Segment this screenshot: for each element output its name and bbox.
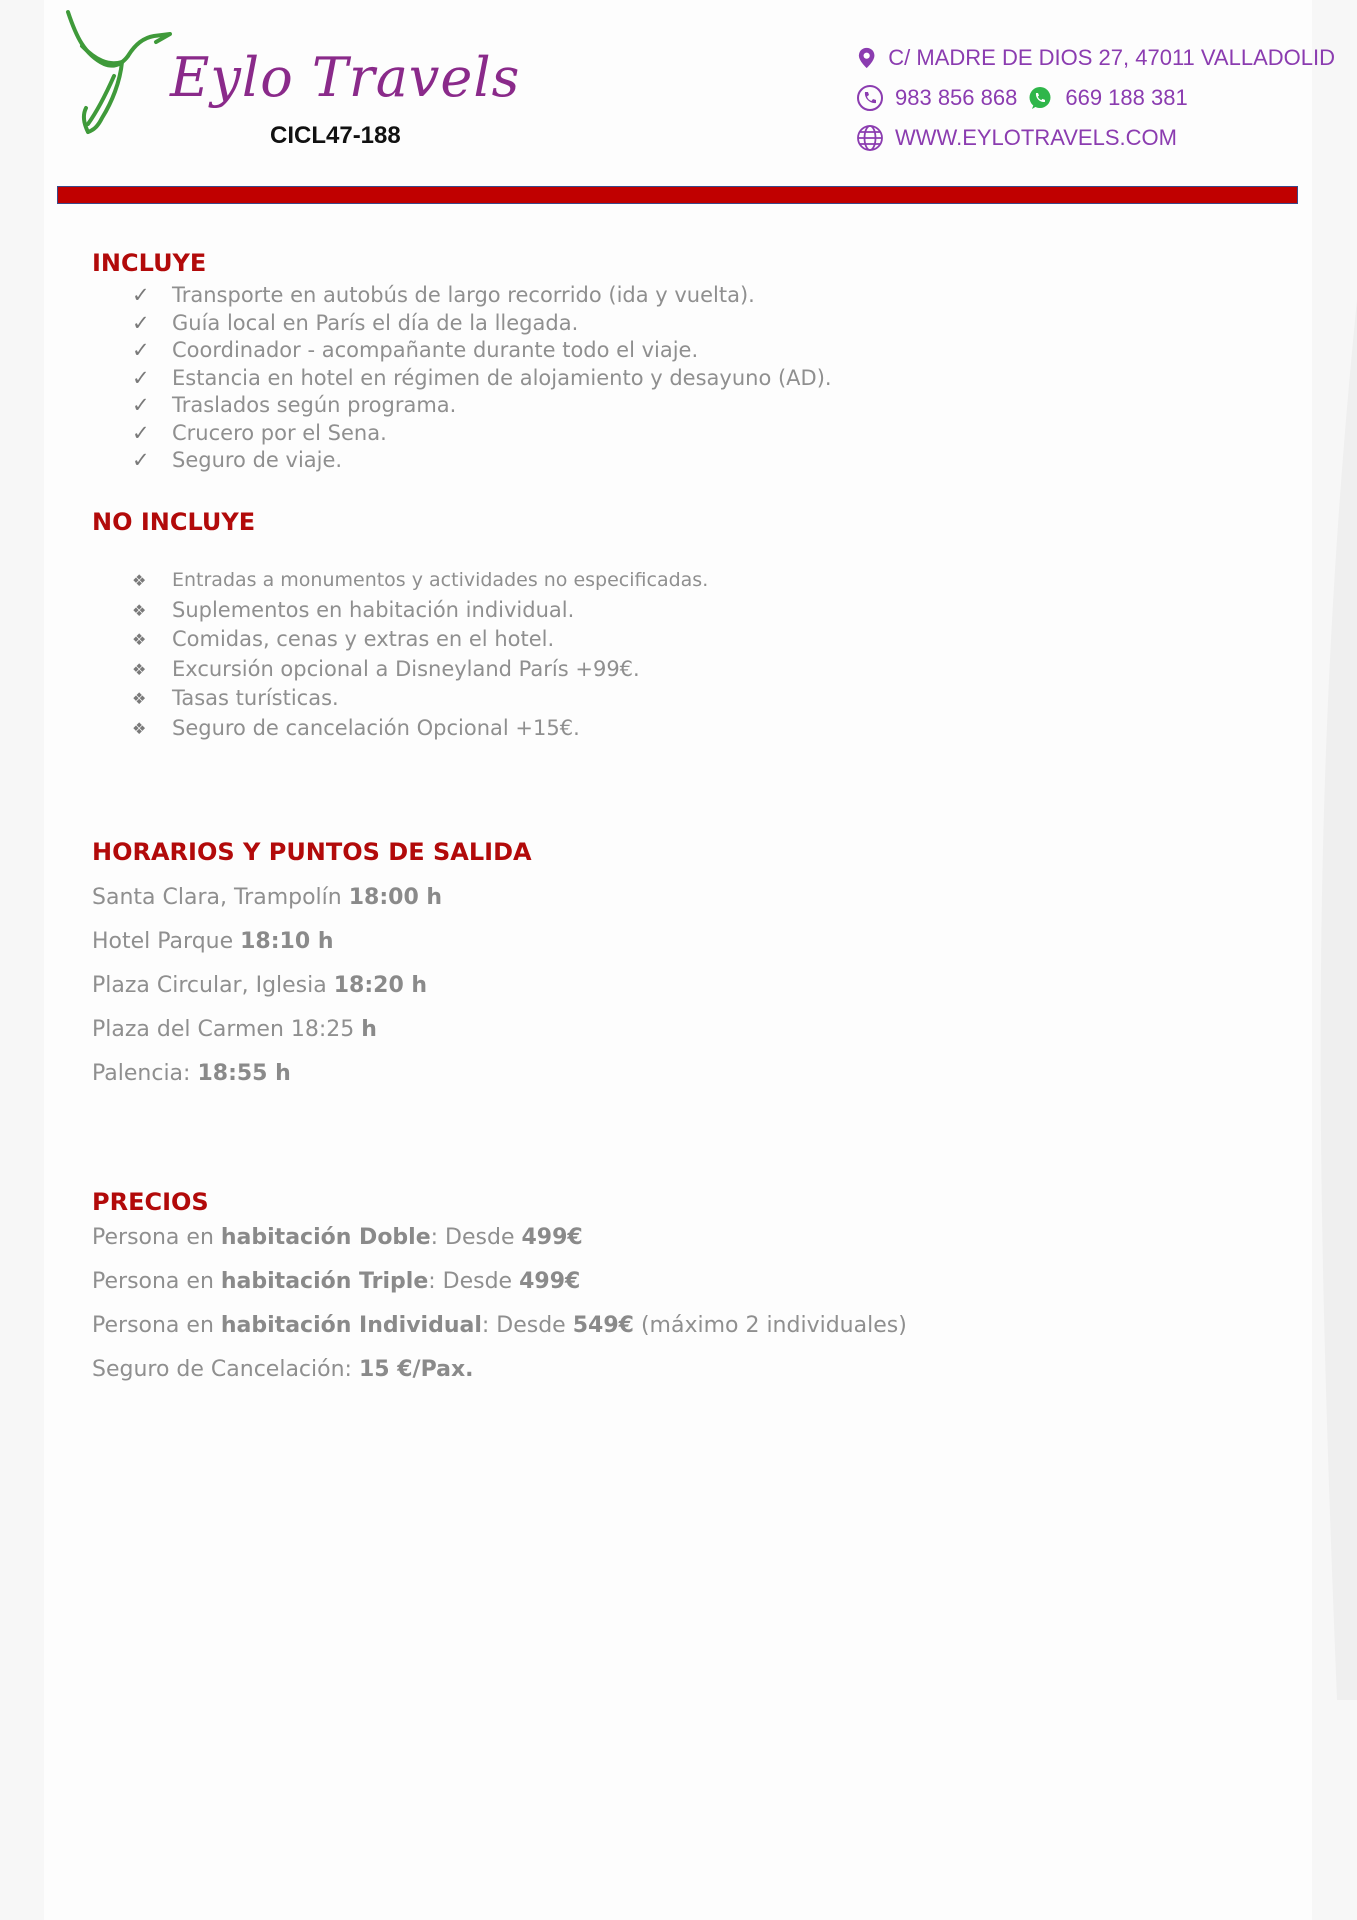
decorative-swoosh <box>1287 300 1357 1700</box>
globe-icon <box>855 123 885 153</box>
checkmark-icon: ✓ <box>132 310 150 335</box>
checkmark-icon: ✓ <box>132 365 150 390</box>
website-link[interactable]: WWW.EYLOTRAVELS.COM <box>895 125 1177 150</box>
address-text: C/ MADRE DE DIOS 27, 47011 VALLADOLID <box>888 45 1335 70</box>
list-item: ✓ Transporte en autobús de largo recorrido (ida y vuelta). <box>132 282 832 310</box>
departure-row: Hotel Parque 18:10 h <box>92 929 334 954</box>
list-item: ✓ Guía local en París el día de la llegada. <box>132 310 832 338</box>
diamond-bullet-icon: ❖ <box>132 659 147 679</box>
address-row <box>855 38 1335 78</box>
phone-number[interactable]: 983 856 868 <box>895 85 1018 110</box>
whatsapp-number[interactable]: 669 188 381 <box>1065 85 1188 110</box>
list-item: ❖ Excursión opcional a Disneyland París +99€. <box>132 655 708 685</box>
checkmark-icon: ✓ <box>132 448 150 472</box>
departure-row: Plaza Circular, Iglesia 18:20 h <box>92 973 428 998</box>
list-item: ❖ Suplementos en habitación individual. <box>132 596 708 626</box>
insurance-row: Seguro de Cancelación: 15 €/Pax. <box>92 1357 474 1382</box>
departure-row: Palencia: 18:55 h <box>92 1061 291 1086</box>
price-row: Persona en habitación Triple: Desde 499€ <box>92 1269 581 1294</box>
location-pin-icon <box>855 43 878 73</box>
whatsapp-icon <box>1027 85 1053 111</box>
departure-row: Plaza del Carmen 18:25 h <box>92 1017 377 1042</box>
list-item: ❖ Tasas turísticas. <box>132 684 708 714</box>
list-item: ✓ Crucero por el Sena. <box>132 420 832 448</box>
checkmark-icon: ✓ <box>132 338 150 362</box>
website-row <box>855 118 1335 158</box>
diamond-bullet-icon: ❖ <box>132 600 147 620</box>
incluye-title: INCLUYE <box>92 249 207 277</box>
header-divider-bar <box>57 186 1298 204</box>
price-row: Persona en habitación Doble: Desde 499€ <box>92 1225 583 1250</box>
precios-title: PRECIOS <box>92 1188 209 1216</box>
list-item: ✓ Estancia en hotel en régimen de alojamiento y desayuno (AD). <box>132 365 832 393</box>
brand-code: CICL47-188 <box>270 122 401 149</box>
checkmark-icon: ✓ <box>132 393 150 417</box>
diamond-bullet-icon: ❖ <box>132 718 147 738</box>
incluye-list <box>132 282 832 475</box>
no-incluye-list <box>132 566 708 744</box>
list-item: ❖ Seguro de cancelación Opcional +15€. <box>132 714 708 744</box>
horarios-title: HORARIOS Y PUNTOS DE SALIDA <box>92 838 532 866</box>
phone-icon <box>855 83 885 113</box>
brand-name: Eylo Travels <box>170 46 521 109</box>
checkmark-icon: ✓ <box>132 420 150 445</box>
list-item: ❖ Comidas, cenas y extras en el hotel. <box>132 625 708 655</box>
checkmark-icon: ✓ <box>132 283 150 307</box>
diamond-bullet-icon: ❖ <box>132 689 147 709</box>
departure-row: Santa Clara, Trampolín 18:00 h <box>92 885 443 910</box>
hummingbird-icon <box>62 6 172 136</box>
list-item: ✓ Seguro de viaje. <box>132 447 832 475</box>
price-row: Persona en habitación Individual: Desde 549€ (máximo 2 individuales) <box>92 1313 907 1338</box>
contact-block <box>855 38 1335 158</box>
list-item: ❖ Entradas a monumentos y actividades no especificadas. <box>132 566 708 596</box>
no-incluye-title: NO INCLUYE <box>92 508 256 536</box>
list-item: ✓ Coordinador - acompañante durante todo el viaje. <box>132 337 832 365</box>
diamond-bullet-icon: ❖ <box>132 630 147 650</box>
logo <box>62 6 521 149</box>
list-item: ✓ Traslados según programa. <box>132 392 832 420</box>
diamond-bullet-icon: ❖ <box>132 571 147 590</box>
phone-row <box>855 78 1335 118</box>
